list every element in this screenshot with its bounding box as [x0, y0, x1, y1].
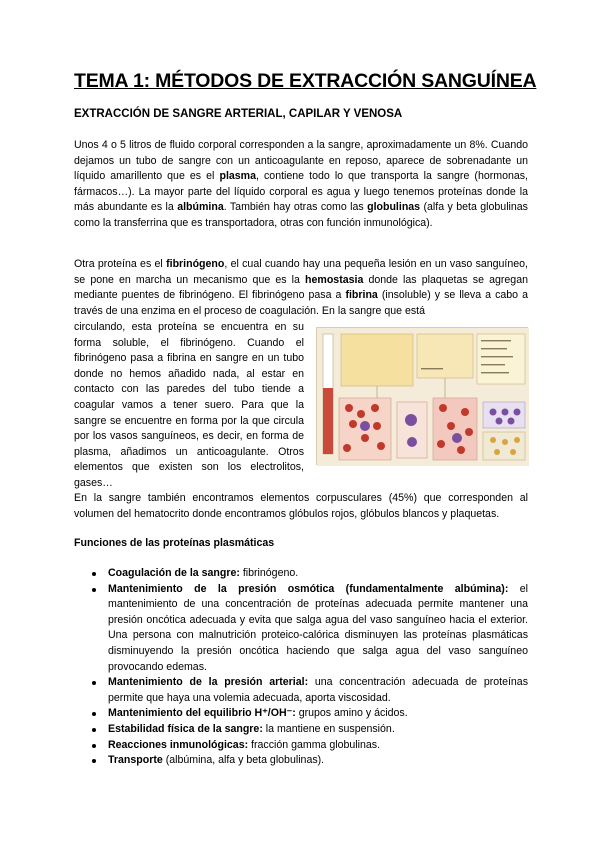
list-item: Mantenimiento de la presión osmótica (fundamentalmente albúmina): el mantenimiento de una concentración de proteínas adecuada permite mantener una presión oncótica adecuada y evita que salga agua del vaso sanguíneo hacia el exterior. Una persona con malnutrición proteico-calórica disminuyen las proteínas plasmáticas disminuyendo la presión oncótica haciendo que salga agua del vaso sanguíneo provocando edemas. [92, 582, 528, 676]
section-subtitle: EXTRACCIÓN DE SANGRE ARTERIAL, CAPILAR Y VENOSA [74, 108, 403, 120]
blood-composition-figure [316, 327, 528, 465]
paragraph-fibrinogen: Otra proteína es el fibrinógeno, el cual cuando hay una pequeña lesión en un vaso sanguíneo, se pone en marcha un mecanismo que es la hemostasia donde las plaquetas se agregan mediante puentes de fibrinógeno. El fibrinógeno pasa a fibrina (insoluble) y se lleva a cabo a través de una enzima en el proceso de coagulación. En la sangre que está [74, 258, 528, 317]
blood-composition-diagram-icon [317, 328, 529, 466]
functions-heading: Funciones de las proteínas plasmáticas [74, 537, 275, 549]
page-title: TEMA 1: MÉTODOS DE EXTRACCIÓN SANGUÍNEA [74, 70, 537, 92]
list-item: Transporte (albúmina, alfa y beta globulinas). [92, 753, 528, 769]
paragraph-hematocrit: En la sangre también encontramos elementos corpusculares (45%) que corresponden al volumen del hematocrito donde encontramos glóbulos rojos, glóbulos blancos y plaquetas. [74, 492, 528, 520]
list-item: Coagulación de la sangre: fibrinógeno. [92, 566, 528, 582]
list-item: Mantenimiento del equilibrio H⁺/OH⁻: grupos amino y ácidos. [92, 706, 528, 722]
list-item: Mantenimiento de la presión arterial: una concentración adecuada de proteínas permite que haya una volemia adecuada, aporta viscosidad. [92, 675, 528, 706]
functions-list [92, 566, 528, 769]
list-item: Estabilidad física de la sangre: la mantiene en suspensión. [92, 722, 528, 738]
list-item: Reacciones inmunológicas: fracción gamma globulinas. [92, 738, 528, 754]
paragraph-plasma: Unos 4 o 5 litros de fluido corporal corresponden a la sangre, aproximadamente un 8%. Cuando dejamos un tubo de sangre con un anticoagulante en reposo, aparece de sobrenadante un líquido amarillento que es el plasma, contiene todo lo que transporta la sangre (hormonas, fármacos…). La mayor parte del líquido corporal es agua y luego tenemos proteínas donde la más abundante es la albúmina. También hay otras como las globulinas (alfa y beta globulinas como la transferrina que es transportadora, otras con función inmunológica). [74, 139, 528, 229]
paragraph-circulating: circulando, esta proteína se encuentra en su forma soluble, el fibrinógeno. Cuando el fibrinógeno pasa a fibrina en sangre en un tubo donde no hemos añadido nada, al estar en contacto con las paredes del tubo tiende a coagular vamos a tener suero. Para que la sangre se encuentre en forma por la que circula por los vasos sanguíneos, es decir, en forma de plasma, añadimos un anticoagulante. Otros elementos que existen son los electrolitos, gases… [74, 321, 304, 489]
